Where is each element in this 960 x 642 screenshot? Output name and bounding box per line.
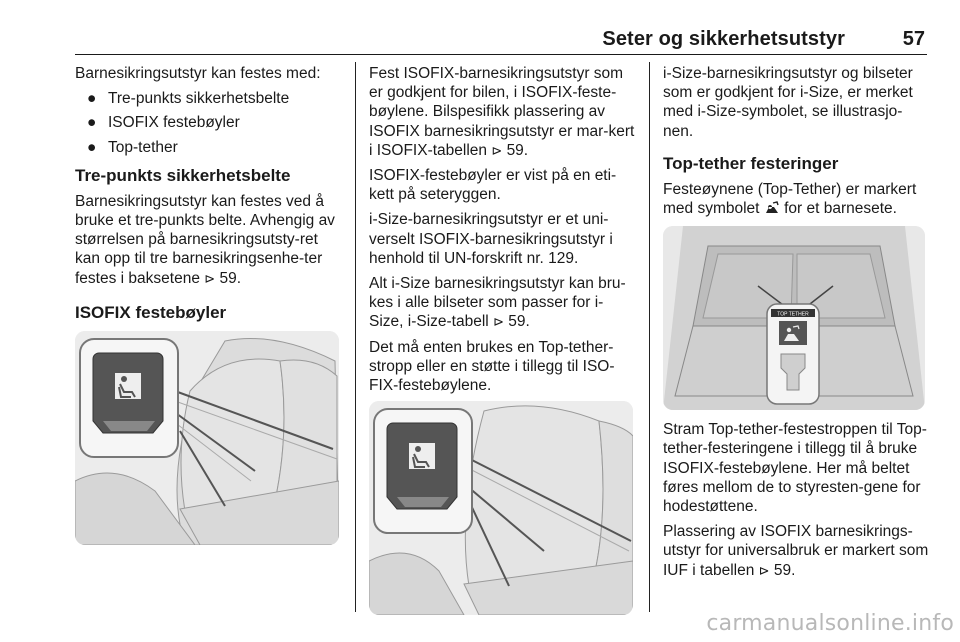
paragraph: i-Size-barnesikringsutstyr er et uni-verselt ISOFIX-barnesikringsutstyr i henhold til UN-forskrift nr. 129.	[369, 211, 613, 267]
page-header	[75, 28, 927, 58]
column-divider	[649, 62, 650, 612]
reference-arrow-icon: ⊳	[758, 562, 770, 578]
paragraph: Plassering av ISOFIX barnesikrings-utstyr for universalbruk er markert som IUF i tabellen ⊳ 59.	[663, 523, 929, 579]
paragraph: Det må enten brukes en Top-tether-stropp eller en støtte i tillegg til ISO-FIX-festebøylene.	[369, 338, 615, 395]
page-link[interactable]: 59.	[219, 269, 242, 287]
attachment-list	[75, 89, 343, 157]
paragraph: Alt i-Size barnesikringsutstyr kan bru-kes i alle bilseter som passer for i-Size, i-Size-tabell ⊳ 59.	[369, 275, 626, 331]
column-2	[369, 64, 635, 615]
list-item: ● Top-tether	[87, 138, 178, 156]
child-seat-icon	[115, 373, 141, 399]
paragraph: Barnesikringsutstyr kan festes ved å bruke et tre-punkts belte. Avhengig av størrelsen på barnesikringsutsty-ret kan opp til tre barnesikringsenhe-ter festes i baksetene ⊳ 59.	[75, 192, 335, 287]
reference-arrow-icon: ⊳	[204, 270, 216, 286]
child-seat-icon	[409, 443, 435, 469]
column-1	[75, 64, 343, 545]
section-title: Seter og sikkerhetsutstyr	[602, 28, 845, 50]
reference-arrow-icon: ⊳	[491, 142, 503, 158]
column-3	[663, 64, 929, 586]
isofix-illustration	[75, 331, 339, 545]
bullet-icon: ●	[87, 138, 97, 156]
watermark: carmanualsonline.info	[706, 611, 954, 636]
paragraph: Festeøynene (Top-Tether) er markert med symbolet for et barnesete.	[663, 180, 917, 218]
list-item: ● ISOFIX festebøyler	[87, 114, 240, 132]
page-link[interactable]: 59.	[508, 313, 530, 331]
intro-text: Barnesikringsutstyr kan festes med:	[75, 65, 321, 82]
paragraph: ISOFIX-festebøyler er vist på en eti-kett på seteryggen.	[369, 167, 617, 204]
page-link[interactable]: 59.	[506, 141, 529, 159]
isize-illustration	[369, 401, 633, 615]
reference-arrow-icon: ⊳	[493, 314, 504, 330]
heading-isofix: ISOFIX festebøyler	[75, 302, 227, 322]
page-number: 57	[902, 28, 925, 50]
paragraph: i-Size-barnesikringsutstyr og bilseter som er godkjent for i-Size, er merket med i-Size-symbolet, se illustrasjo-nen.	[663, 65, 913, 140]
paragraph: Fest ISOFIX-barnesikringsutstyr som er godkjent for bilen, i ISOFIX-feste-bøylene. Bilspesifikk plassering av ISOFIX barnesikringsutstyr er mar-kert i ISOFIX-tabellen ⊳ 59.	[369, 65, 635, 159]
paragraph: Stram Top-tether-festestroppen til Top-tether-festeringene i tillegg til å bruke ISOFIX-festebøylene. Her må beltet føres mellom de to styresten-gene for hodestøttene.	[663, 421, 927, 516]
heading-three-point-belt: Tre-punkts sikkerhetsbelte	[75, 165, 291, 185]
page-link[interactable]: 59.	[773, 561, 796, 579]
top-tether-label: TOP TETHER	[777, 311, 809, 318]
header-rule	[75, 54, 927, 55]
bullet-icon: ●	[87, 114, 97, 132]
heading-top-tether: Top-tether festeringer	[663, 153, 839, 173]
bullet-icon: ●	[87, 90, 97, 108]
column-divider	[355, 62, 356, 612]
trunk-illustration	[663, 226, 925, 410]
list-item: ● Tre-punkts sikkerhetsbelte	[87, 90, 290, 108]
top-tether-icon	[764, 201, 780, 214]
